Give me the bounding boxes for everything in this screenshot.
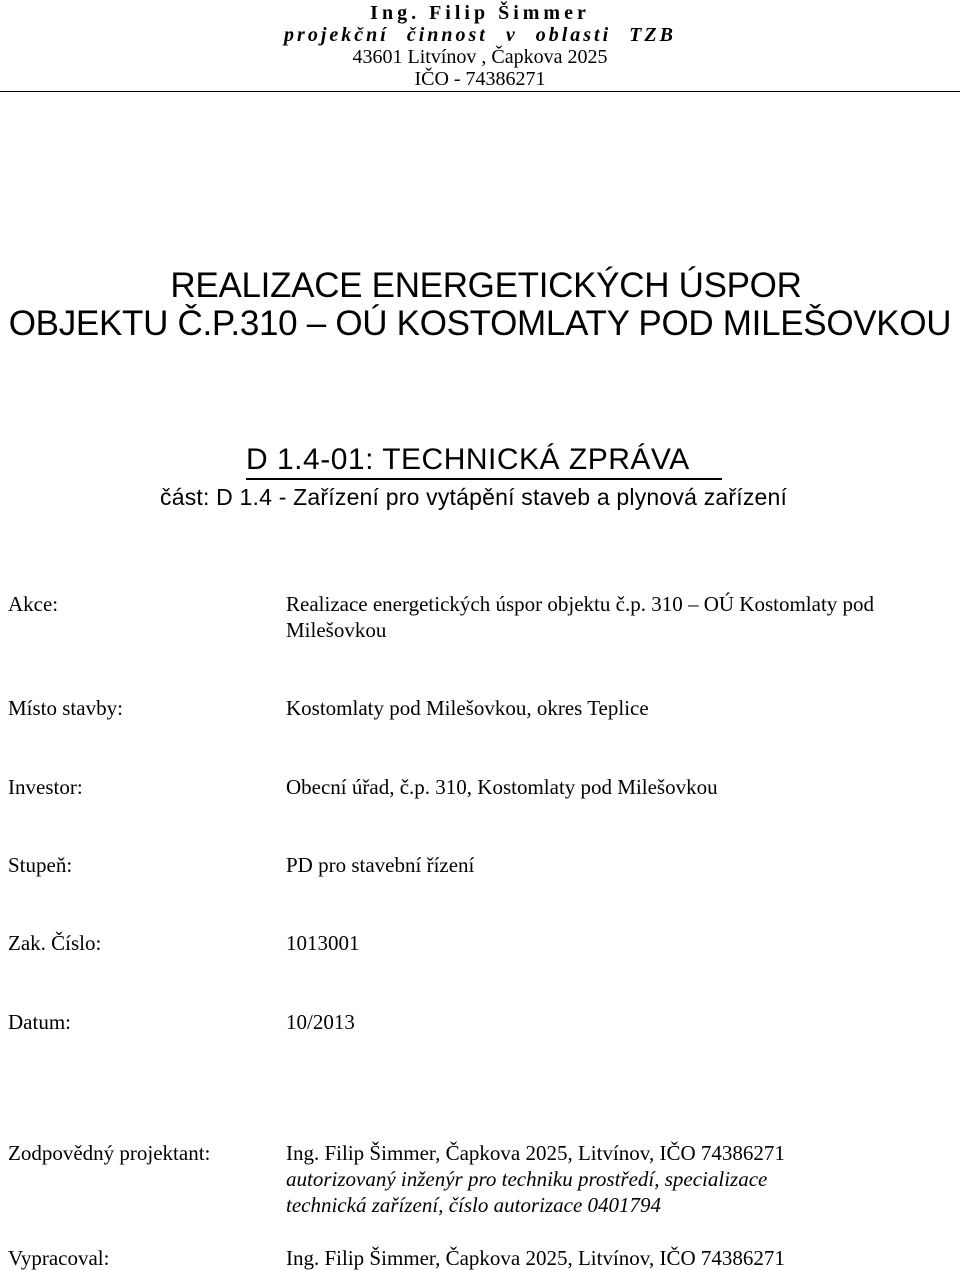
misto-value: Kostomlaty pod Milešovkou, okres Teplice (286, 696, 649, 720)
zak-cislo-label: Zak. Číslo: (8, 931, 102, 955)
vypracoval-label: Vypracoval: (8, 1246, 110, 1270)
header-divider (0, 91, 960, 92)
document-code-underline (246, 478, 722, 480)
akce-value-line1: Realizace energetických úspor objektu č.p. 310 – OÚ Kostomlaty pod (286, 592, 875, 616)
zak-cislo-value: 1013001 (286, 931, 360, 955)
akce-label: Akce: (8, 592, 59, 616)
misto-label: Místo stavby: (8, 696, 123, 720)
zodpovedny-value: Ing. Filip Šimmer, Čapkova 2025, Litvínov, IČO 74386271 (286, 1141, 785, 1165)
document-part: část: D 1.4 - Zařízení pro vytápění staveb a plynová zařízení (160, 484, 788, 510)
datum-value: 10/2013 (286, 1010, 355, 1034)
company-address: 43601 Litvínov , Čapkova 2025 (352, 46, 608, 68)
stupen-label: Stupeň: (8, 853, 73, 877)
stupen-value: PD pro stavební řízení (286, 853, 475, 877)
company-name: Ing. Filip Šimmer (370, 2, 590, 24)
autorizace-line2: technická zařízení, číslo autorizace 0401794 (286, 1193, 662, 1217)
akce-value-line2: Milešovkou (286, 618, 387, 642)
datum-label: Datum: (8, 1010, 71, 1034)
company-activity: projekční činnost v oblasti TZB (284, 24, 676, 46)
project-title-line2: OBJEKTU Č.P.310 – OÚ KOSTOMLATY POD MILEŠOVKOU (8, 304, 952, 343)
autorizace-line1: autorizovaný inženýr pro techniku prostředí, specializace (286, 1167, 768, 1191)
investor-label: Investor: (8, 775, 83, 799)
company-ico: IČO - 74386271 (414, 68, 546, 90)
document-code: D 1.4-01: TECHNICKÁ ZPRÁVA (246, 443, 690, 476)
investor-value: Obecní úřad, č.p. 310, Kostomlaty pod Milešovkou (286, 775, 718, 799)
vypracoval-value: Ing. Filip Šimmer, Čapkova 2025, Litvínov, IČO 74386271 (286, 1246, 785, 1270)
project-title-line1: REALIZACE ENERGETICKÝCH ÚSPOR (170, 266, 802, 305)
zodpovedny-label: Zodpovědný projektant: (8, 1141, 211, 1165)
